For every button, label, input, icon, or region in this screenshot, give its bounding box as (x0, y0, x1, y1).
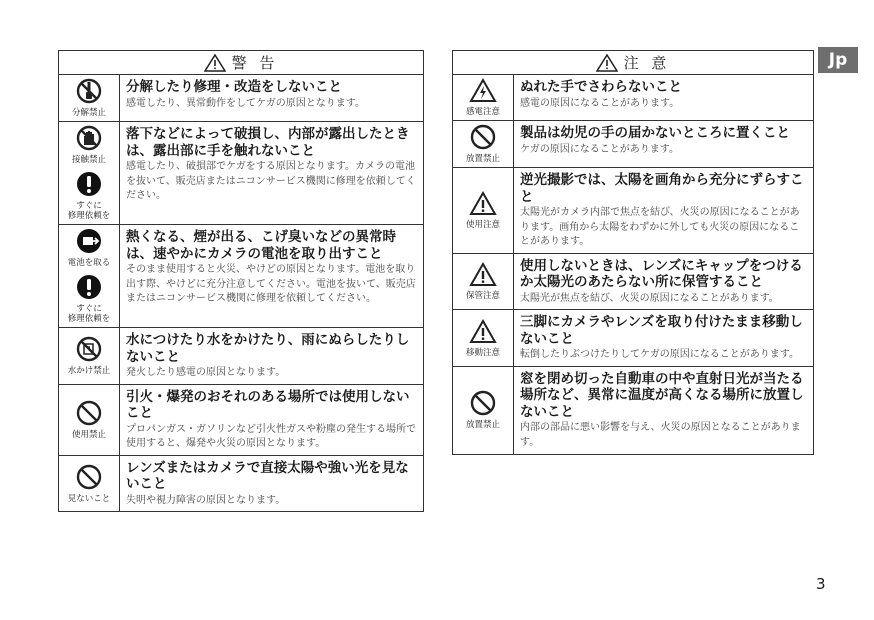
text-cell (514, 168, 813, 253)
warning-header-text: 警 告 (231, 54, 279, 72)
item-title: 使用しないときは、レンズにキャップをつけるか太陽光のあたらない所に保管すること (520, 257, 803, 291)
mandatory-action-icon (76, 171, 102, 201)
caution-row (453, 310, 813, 367)
pictogram-caption: 放置禁止 (465, 420, 500, 431)
pictogram (68, 464, 111, 504)
caution-header-text: 注 意 (623, 54, 671, 72)
prohibited-icon (76, 400, 102, 430)
remove-battery-icon (76, 228, 102, 258)
pictogram (72, 125, 106, 165)
text-cell (120, 75, 423, 121)
pictogram (466, 262, 500, 301)
pictogram-caption: 水かけ禁止 (67, 365, 111, 376)
pictogram-caption: 移動注意 (465, 347, 500, 358)
pictogram (68, 336, 111, 376)
pictogram (466, 78, 500, 117)
no-water-icon (76, 336, 102, 366)
warning-row (59, 225, 423, 328)
pictogram-cell (453, 310, 514, 366)
warning-triangle-icon (204, 54, 226, 72)
pictogram-caption: 放置禁止 (465, 154, 500, 164)
disassembly-prohibited-icon (76, 78, 102, 108)
caution-triangle-icon (596, 54, 618, 72)
pictogram (68, 171, 111, 221)
pictogram-cell (453, 168, 514, 253)
warning-row (59, 328, 423, 385)
pictogram (72, 400, 106, 440)
pictogram-cell (59, 75, 120, 121)
electric-shock-caution-icon (469, 78, 497, 107)
language-tab: Jp (818, 47, 858, 73)
caution-icon (469, 191, 497, 220)
pictogram-cell (453, 75, 514, 120)
page-number: 3 (816, 575, 826, 593)
caution-row (453, 121, 813, 168)
text-cell (120, 456, 423, 512)
item-description: ケガの原因になることがあります。 (520, 143, 679, 155)
prohibited-icon (76, 464, 102, 494)
caution-row (453, 254, 813, 311)
pictogram (72, 78, 106, 118)
text-cell (514, 310, 813, 366)
mandatory-action-icon (76, 274, 102, 304)
caution-icon (469, 319, 497, 348)
item-title: 逆光撮影では、太陽を画角から充分にずらすこと (520, 172, 804, 205)
pictogram-caption: 使用禁止 (71, 429, 106, 440)
pictogram-caption: 接触禁止 (71, 155, 106, 165)
item-title: ぬれた手でさわらないこと (520, 79, 682, 95)
text-cell (514, 75, 813, 120)
item-title: 窓を閉め切った自動車の中や直射日光が当たる場所など、異常に温度が高くなる場所に放置しないこと (520, 370, 804, 420)
pictogram (68, 274, 111, 324)
item-description: 感電の原因になることがあります。 (520, 97, 680, 109)
warning-header (59, 51, 423, 75)
pictogram (466, 191, 500, 230)
item-description: 太陽光が焦点を結び、火災の原因になることがあります。 (520, 292, 779, 304)
pictogram-cell (59, 225, 120, 327)
pictogram-caption: 保管注意 (465, 291, 500, 302)
pictogram (68, 228, 111, 268)
caution-table (452, 50, 814, 455)
pictogram-caption: すぐに 修理依頼を (67, 304, 111, 324)
pictogram (466, 124, 500, 164)
do-not-touch-icon (76, 125, 102, 155)
warning-row (59, 385, 423, 456)
item-description: 転倒したりぶつけたりしてケガの原因になることがあります。 (520, 349, 799, 361)
item-description: 失明や視力障害の原因となります。 (126, 494, 286, 506)
caution-row (453, 168, 813, 254)
item-description: 太陽光がカメラ内部で焦点を結び、火災の原因になることがあります。画角から太陽をわずかに外しても火災の原因になることがあります。 (520, 207, 800, 248)
pictogram-cell (453, 254, 514, 310)
item-title: レンズまたはカメラで直接太陽や強い光を見ないこと (126, 459, 409, 493)
item-title: 製品は幼児の手の届かないところに置くこと (520, 125, 790, 141)
item-description: プロパンガス・ガソリンなど引火性ガスや粉塵の発生する場所で使用すると、爆発や火災の原因となります。 (126, 423, 416, 450)
text-cell (120, 122, 423, 224)
pictogram-cell (59, 122, 120, 224)
pictogram (466, 319, 500, 358)
pictogram-caption: 電池を取る (67, 258, 111, 268)
text-cell (514, 254, 813, 310)
caution-row (453, 367, 813, 454)
warning-table (58, 50, 424, 512)
item-description: 感電したり、異常動作をしてケガの原因となります。 (126, 97, 365, 109)
item-title: 落下などによって破損し、内部が露出したときは、露出部に手を触れないこと (126, 126, 410, 159)
pictogram-caption: 分解禁止 (71, 108, 106, 118)
item-description: 内部の部品に悪い影響を与え、火災の原因となることがあります。 (520, 422, 801, 449)
pictogram-cell (453, 121, 514, 167)
caution-header (453, 51, 813, 75)
item-description: 発火したり感電の原因となります。 (126, 367, 286, 378)
warning-row (59, 75, 423, 122)
text-cell (120, 225, 423, 327)
text-cell (120, 328, 423, 384)
item-description: 感電したり、破損部でケガをする原因となります。カメラの電池を抜いて、販売店またはニコンサービス機関に修理を依頼してください。 (126, 161, 416, 202)
text-cell (514, 367, 813, 454)
prohibited-icon (470, 124, 496, 154)
item-title: 水につけたり水をかけたり、雨にぬらしたりしないこと (126, 332, 410, 365)
item-description: そのまま使用すると火災、やけどの原因となります。電池を取り出す際、やけどに充分注意してください。電池を抜いて、販売店またはニコンサービス機関に修理を依頼してください。 (126, 264, 416, 305)
pictogram-caption: 使用注意 (465, 219, 500, 230)
item-title: 分解したり修理・改造をしないこと (126, 79, 342, 95)
item-title: 熱くなる、煙が出る、こげ臭いなどの異常時は、速やかにカメラの電池を取り出すこと (126, 229, 396, 262)
pictogram-caption: 感電注意 (465, 107, 500, 117)
caution-row (453, 75, 813, 121)
pictogram (466, 390, 500, 430)
pictogram-caption: 見ないこと (67, 493, 111, 504)
text-cell (120, 385, 423, 455)
pictogram-cell (59, 328, 120, 384)
pictogram-caption: すぐに 修理依頼を (67, 201, 111, 221)
caution-icon (469, 262, 497, 291)
prohibited-icon (470, 390, 496, 420)
item-title: 三脚にカメラやレンズを取り付けたまま移動しないこと (520, 314, 803, 347)
warning-row (59, 456, 423, 512)
item-title: 引火・爆発のおそれのある場所では使用しないこと (126, 388, 410, 422)
pictogram-cell (59, 456, 120, 512)
text-cell (514, 121, 813, 167)
warning-row (59, 122, 423, 225)
pictogram-cell (59, 385, 120, 455)
pictogram-cell (453, 367, 514, 454)
